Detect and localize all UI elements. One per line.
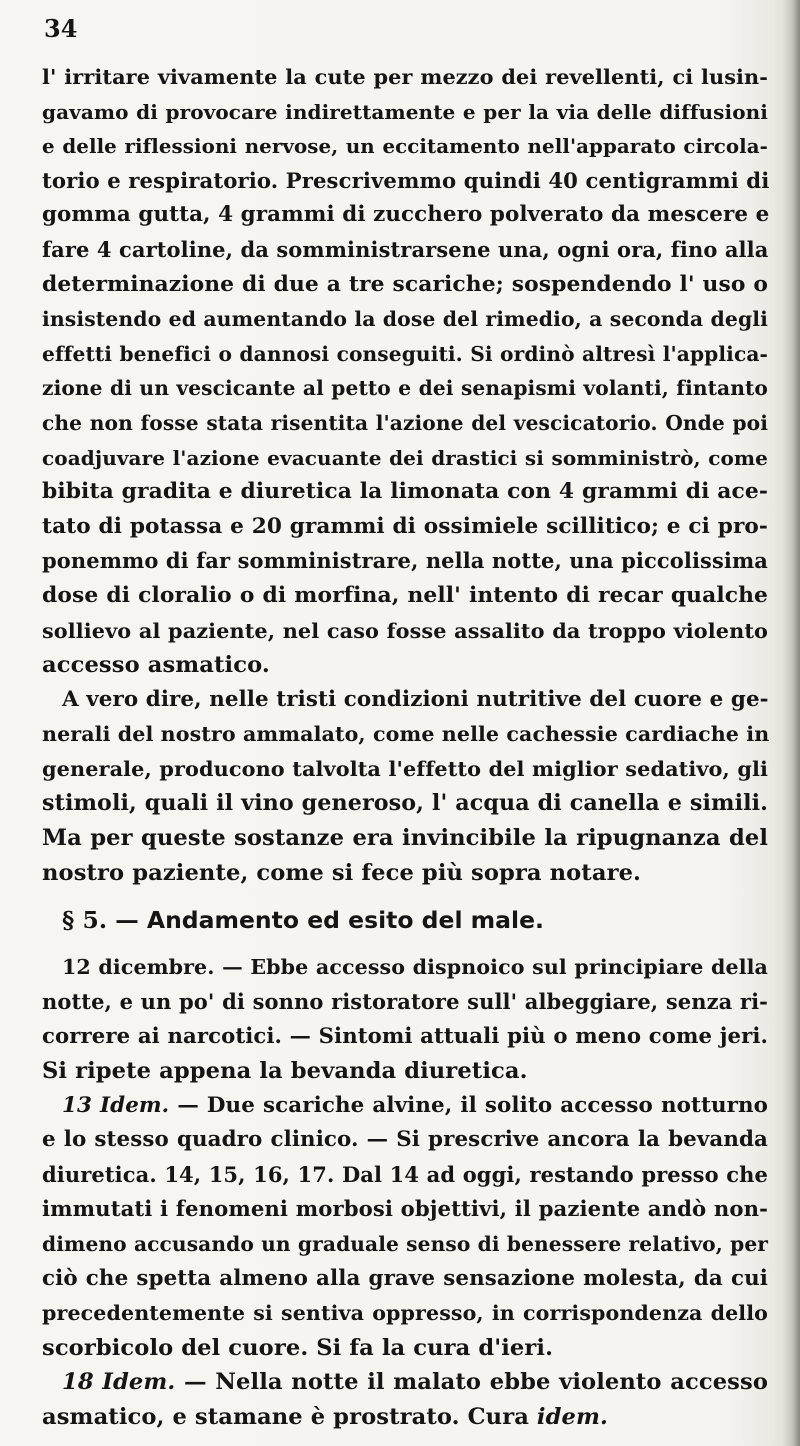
text-line: coadjuvare l'azione evacuante dei drastici si somministrò, come <box>42 445 768 470</box>
text-line: scorbicolo del cuore. Si fa la cura d'ieri. <box>42 1334 554 1361</box>
entry-first-line-text: — Due scariche alvine, il solito accesso notturno <box>169 1092 768 1118</box>
section-number: § 5. <box>62 906 108 935</box>
entry-italic-word: idem. <box>536 1403 608 1430</box>
entry-first-line <box>42 1089 768 1124</box>
text-line: ciò che spetta almeno alla grave sensazione molesta, da cui <box>42 1265 768 1291</box>
text-line: stimoli, quali il vino generoso, l' acqua di canella e simili. <box>42 790 768 817</box>
page-text <box>42 60 768 1435</box>
text-line: torio e respiratorio. Prescrivemmo quindi 40 centigrammi di <box>42 167 770 193</box>
paragraph-commentary <box>42 683 768 891</box>
text-line: effetti benefici o dannosi conseguiti. Si ordinò altresì l'applica- <box>42 341 768 366</box>
text-line: accesso asmatico. <box>42 652 270 679</box>
text-line: l' irritare vivamente la cute per mezzo dei revellenti, ci lusin- <box>42 64 768 89</box>
text-line: nostro paziente, come si fece più sopra notare. <box>42 859 642 886</box>
text-line: immutati i fenomeni morbosi objettivi, il paziente andò non- <box>42 1196 768 1222</box>
text-line: sollievo al paziente, nel caso fosse assalito da troppo violento <box>42 617 768 643</box>
text-line: diuretica. 14, 15, 16, 17. Dal 14 ad oggi, restando presso che <box>42 1161 768 1187</box>
entry-date-label: 13 Idem. <box>62 1092 170 1118</box>
text-line: gomma gutta, 4 grammi di zucchero polverato da mescere e <box>42 202 770 228</box>
page-number: 34 <box>44 14 78 43</box>
entry-december-13 <box>42 1089 768 1366</box>
section-heading <box>42 890 768 950</box>
text-line: 12 dicembre. — Ebbe accesso dispnoico sul principiare della <box>62 955 768 980</box>
text-line: dimeno accusando un graduale senso di benessere relativo, per <box>42 1232 768 1256</box>
entry-first-line <box>42 1365 768 1400</box>
text-line: insistendo ed aumentando la dose del rimedio, a seconda degli <box>42 307 768 332</box>
entry-last-line-text: asmatico, e stamane è prostrato. Cura <box>42 1403 537 1430</box>
text-line: Si ripete appena la bevanda diuretica. <box>42 1058 528 1085</box>
text-line: e lo stesso quadro clinico. — Si prescrive ancora la bevanda <box>42 1127 768 1153</box>
entry-last-line <box>42 1400 768 1435</box>
page-edge-shadow <box>782 0 800 1446</box>
text-line: dose di cloralio o di morfina, nell' intento di recar qualche <box>42 582 768 608</box>
text-line: che non fosse stata risentita l'azione del vescicatorio. Onde poi <box>42 410 768 435</box>
text-line: e delle riflessioni nervose, un eccitamento nell'apparato circola- <box>42 134 768 159</box>
text-line: generale, producono talvolta l'effetto del miglior sedativo, gli <box>42 755 768 781</box>
section-title: Andamento ed esito del male. <box>146 906 544 935</box>
section-dash: — <box>115 906 139 935</box>
text-line: notte, e un po' di sonno ristoratore sull' albeggiare, senza ri- <box>42 988 768 1014</box>
text-line: gavamo di provocare indirettamente e per la via delle diffusioni <box>42 99 768 124</box>
text-line: bibita gradita e diuretica la limonata con 4 grammi di ace- <box>42 479 768 505</box>
entry-date-label: 18 Idem. <box>62 1369 176 1396</box>
text-line: Ma per queste sostanze era invincibile la ripugnanza del <box>42 825 768 852</box>
text-line: fare 4 cartoline, da somministrarsene una, ogni ora, fino alla <box>42 236 769 262</box>
text-line: zione di un vescicante al petto e dei senapismi volanti, fintanto <box>42 376 768 401</box>
text-line: nerali del nostro ammalato, come nelle cachessie cardiache in <box>42 722 770 747</box>
entry-december-18 <box>42 1365 768 1434</box>
text-line: A vero dire, nelle tristi condizioni nutritive del cuore e ge- <box>62 686 769 712</box>
text-line: tato di potassa e 20 grammi di ossimiele scillitico; e ci pro- <box>42 513 768 539</box>
entry-december-12 <box>42 950 768 1088</box>
text-line: correre ai narcotici. — Sintomi attuali più o meno come jeri. <box>42 1023 768 1049</box>
entry-first-line-text: — Nella notte il malato ebbe violento accesso <box>175 1369 768 1396</box>
text-line: ponemmo di far somministrare, nella notte, una piccolissima <box>42 548 768 574</box>
paragraph-treatment <box>42 60 768 683</box>
text-line: precedentemente si sentiva oppresso, in corrispondenza dello <box>42 1301 768 1326</box>
text-line: determinazione di due a tre scariche; sospendendo l' uso o <box>42 271 768 297</box>
